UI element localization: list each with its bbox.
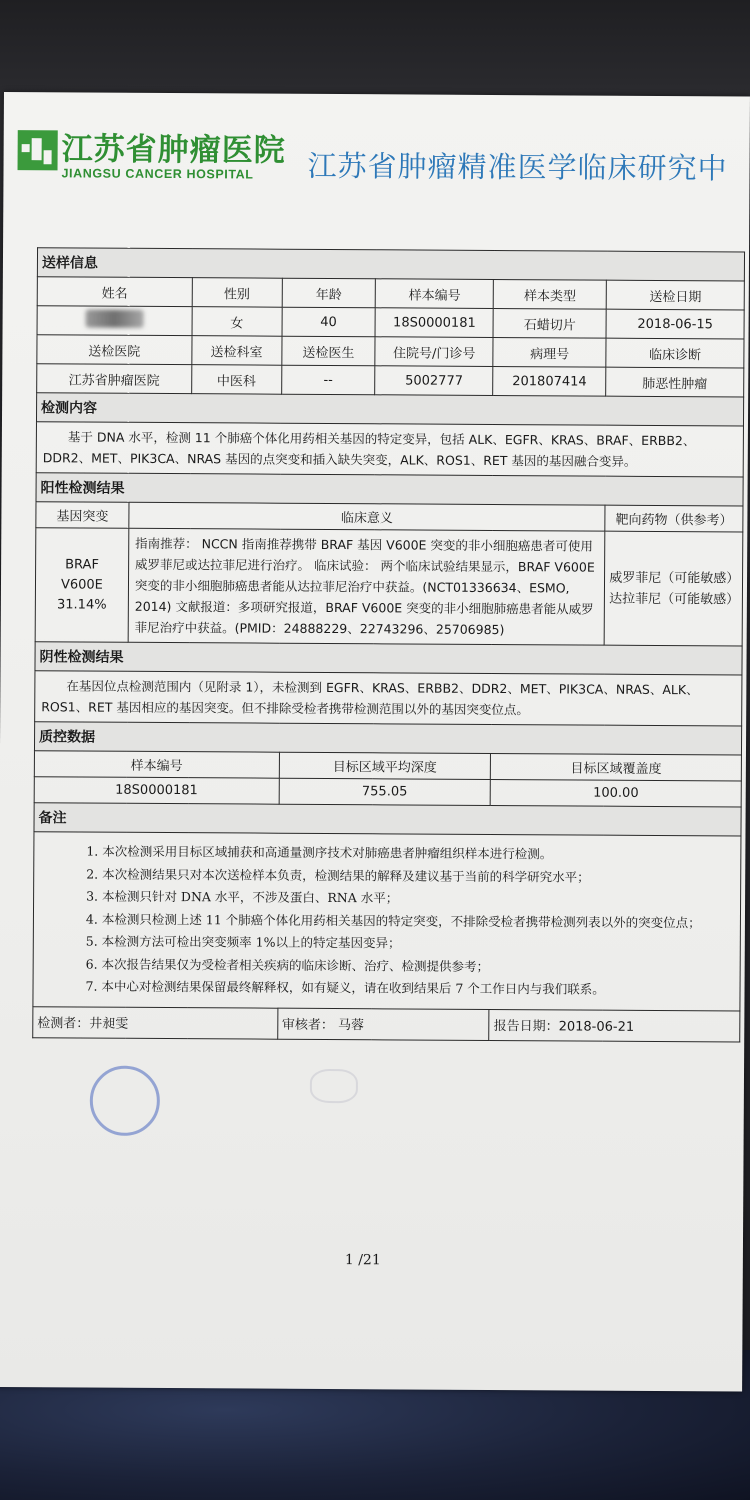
header-sex: 性别 — [192, 278, 282, 308]
value-inpatient-no: 5002777 — [375, 366, 493, 396]
report-table — [32, 247, 745, 1042]
header-pathology-no: 病理号 — [493, 337, 606, 367]
section-test-content: 检测内容 — [36, 393, 743, 426]
header-doctor: 送检医生 — [281, 336, 375, 366]
section-notes: 备注 — [34, 803, 741, 836]
hospital-logo-icon — [18, 130, 58, 170]
header-date: 送检日期 — [606, 280, 744, 310]
clinical-significance-text: 指南推荐： NCCN 指南推荐携带 BRAF 基因 V600E 突变的非小细胞癌患者可使用威罗菲尼或达拉菲尼进行治疗。 临床试验： 两个临床试验结果显示，BRAF V600E 突变的非小细胞肺癌患者能从达拉菲尼治疗中获益。(NCT01336634、ESMO, 2014) 文献报道：多项研究报道，BRAF V600E 突变的非小细胞肺癌患者能从威罗菲尼治疗中获益。(PMID：24888229、22743296、25706985) — [128, 528, 605, 645]
qc-header-sample-id: 样本编号 — [34, 751, 279, 778]
header-targeted-drugs: 靶向药物（供参考） — [605, 505, 743, 532]
section-qc: 质控数据 — [34, 722, 741, 755]
header-age: 年龄 — [282, 278, 376, 308]
redaction-blur — [85, 310, 143, 328]
page-number: 1 /21 — [344, 1252, 381, 1269]
value-department: 中医科 — [191, 365, 281, 395]
note-item: 5. 本检测方法可检出突变频率 1%以上的特定基因变异； — [85, 933, 401, 951]
hospital-name-cn: 江苏省肿瘤医院 — [61, 131, 286, 169]
header-hospital: 送检医院 — [37, 335, 192, 365]
center-title: 江苏省肿瘤精准医学临床研究中 — [307, 148, 728, 186]
value-sample-id: 18S0000181 — [375, 308, 493, 338]
header-clinical-significance: 临床意义 — [129, 502, 605, 531]
section-sample-info: 送样信息 — [37, 248, 744, 281]
value-age: 40 — [282, 307, 376, 337]
value-pathology-no: 201807414 — [493, 366, 606, 396]
value-sample-type: 石蜡切片 — [493, 308, 606, 338]
mutation-cell — [35, 528, 129, 643]
section-positive-results: 阳性检测结果 — [36, 473, 743, 506]
hospital-name-en: JIANGSU CANCER HOSPITAL — [61, 166, 254, 182]
value-diagnosis: 肺恶性肿瘤 — [606, 367, 744, 397]
note-item: 2. 本次检测结果只对本次送检样本负责，检测结果的解释及建议基于当前的科学研究水平； — [86, 866, 590, 885]
gene-name: BRAF — [65, 556, 100, 573]
negative-results-text: 在基因位点检测范围内（见附录 1），未检测到 EGFR、KRAS、ERBB2、DDR2、MET、PIK3CA、NRAS、ALK、ROS1、RET 基因相应的基因突变。但不排除受检者携带检测范围以外的基因突变位点。 — [35, 671, 742, 726]
header-sample-type: 样本类型 — [493, 279, 606, 309]
section-negative-results: 阴性检测结果 — [35, 642, 742, 675]
header-inpatient-no: 住院号/门诊号 — [375, 337, 493, 367]
gene-variant: V600E — [60, 576, 103, 593]
header-department: 送检科室 — [192, 336, 282, 366]
test-content-text: 基于 DNA 水平，检测 11 个肺癌个体化用药相关基因的特定变异，包括 ALK、EGFR、KRAS、BRAF、ERBB2、DDR2、MET、PIK3CA、NRAS 基因的点突变和插入缺失突变，ALK、ROS1、RET 基因的基因融合变异。 — [36, 422, 743, 477]
note-item: 4. 本检测只检测上述 11 个肺癌个体化用药相关基因的特定突变，不排除受检者携带检测列表以外的突变位点； — [85, 911, 701, 930]
note-item: 7. 本中心对检测结果保留最终解释权，如有疑义，请在收到结果后 7 个工作日内与我们联系。 — [85, 978, 605, 997]
header-name: 姓名 — [37, 277, 192, 307]
value-sex: 女 — [192, 307, 282, 337]
header-sample-id: 样本编号 — [376, 279, 494, 309]
reviewer-signature: 审核者： 马蓉 — [277, 1008, 489, 1040]
variant-frequency: 31.14% — [56, 596, 107, 613]
drug-vemurafenib: 威罗菲尼（可能敏感） — [609, 570, 740, 587]
qc-coverage: 100.00 — [490, 779, 741, 807]
notes-list — [33, 832, 741, 1011]
report-date: 报告日期：2018-06-21 — [489, 1009, 740, 1042]
header-gene-mutation: 基因突变 — [36, 502, 129, 529]
value-date: 2018-06-15 — [606, 309, 744, 339]
qc-depth: 755.05 — [279, 778, 491, 805]
official-stamp — [90, 1066, 160, 1136]
faint-stamp — [310, 1069, 358, 1103]
value-hospital: 江苏省肿瘤医院 — [37, 364, 192, 394]
value-doctor: -- — [281, 365, 375, 395]
patient-name-redacted — [37, 306, 192, 336]
note-item: 3. 本检测只针对 DNA 水平，不涉及蛋白、RNA 水平； — [86, 888, 399, 906]
tester-signature: 检测者：井昶雯 — [33, 1006, 278, 1038]
qc-sample-id: 18S0000181 — [34, 777, 279, 804]
note-item: 1. 本次检测采用目标区域捕获和高通量测序技术对肺癌患者肿瘤组织样本进行检测。 — [86, 843, 553, 862]
drug-cell — [604, 531, 742, 646]
drug-dabrafenib: 达拉菲尼（可能敏感） — [609, 591, 740, 607]
note-item: 6. 本次报告结果仅为受检者相关疾病的临床诊断、治疗、检测提供参考； — [85, 956, 490, 974]
qc-header-depth: 目标区域平均深度 — [279, 752, 491, 779]
report-page — [0, 92, 750, 1392]
header-diagnosis: 临床诊断 — [606, 338, 744, 368]
qc-header-coverage: 目标区域覆盖度 — [491, 753, 742, 781]
hospital-logo — [17, 130, 285, 182]
